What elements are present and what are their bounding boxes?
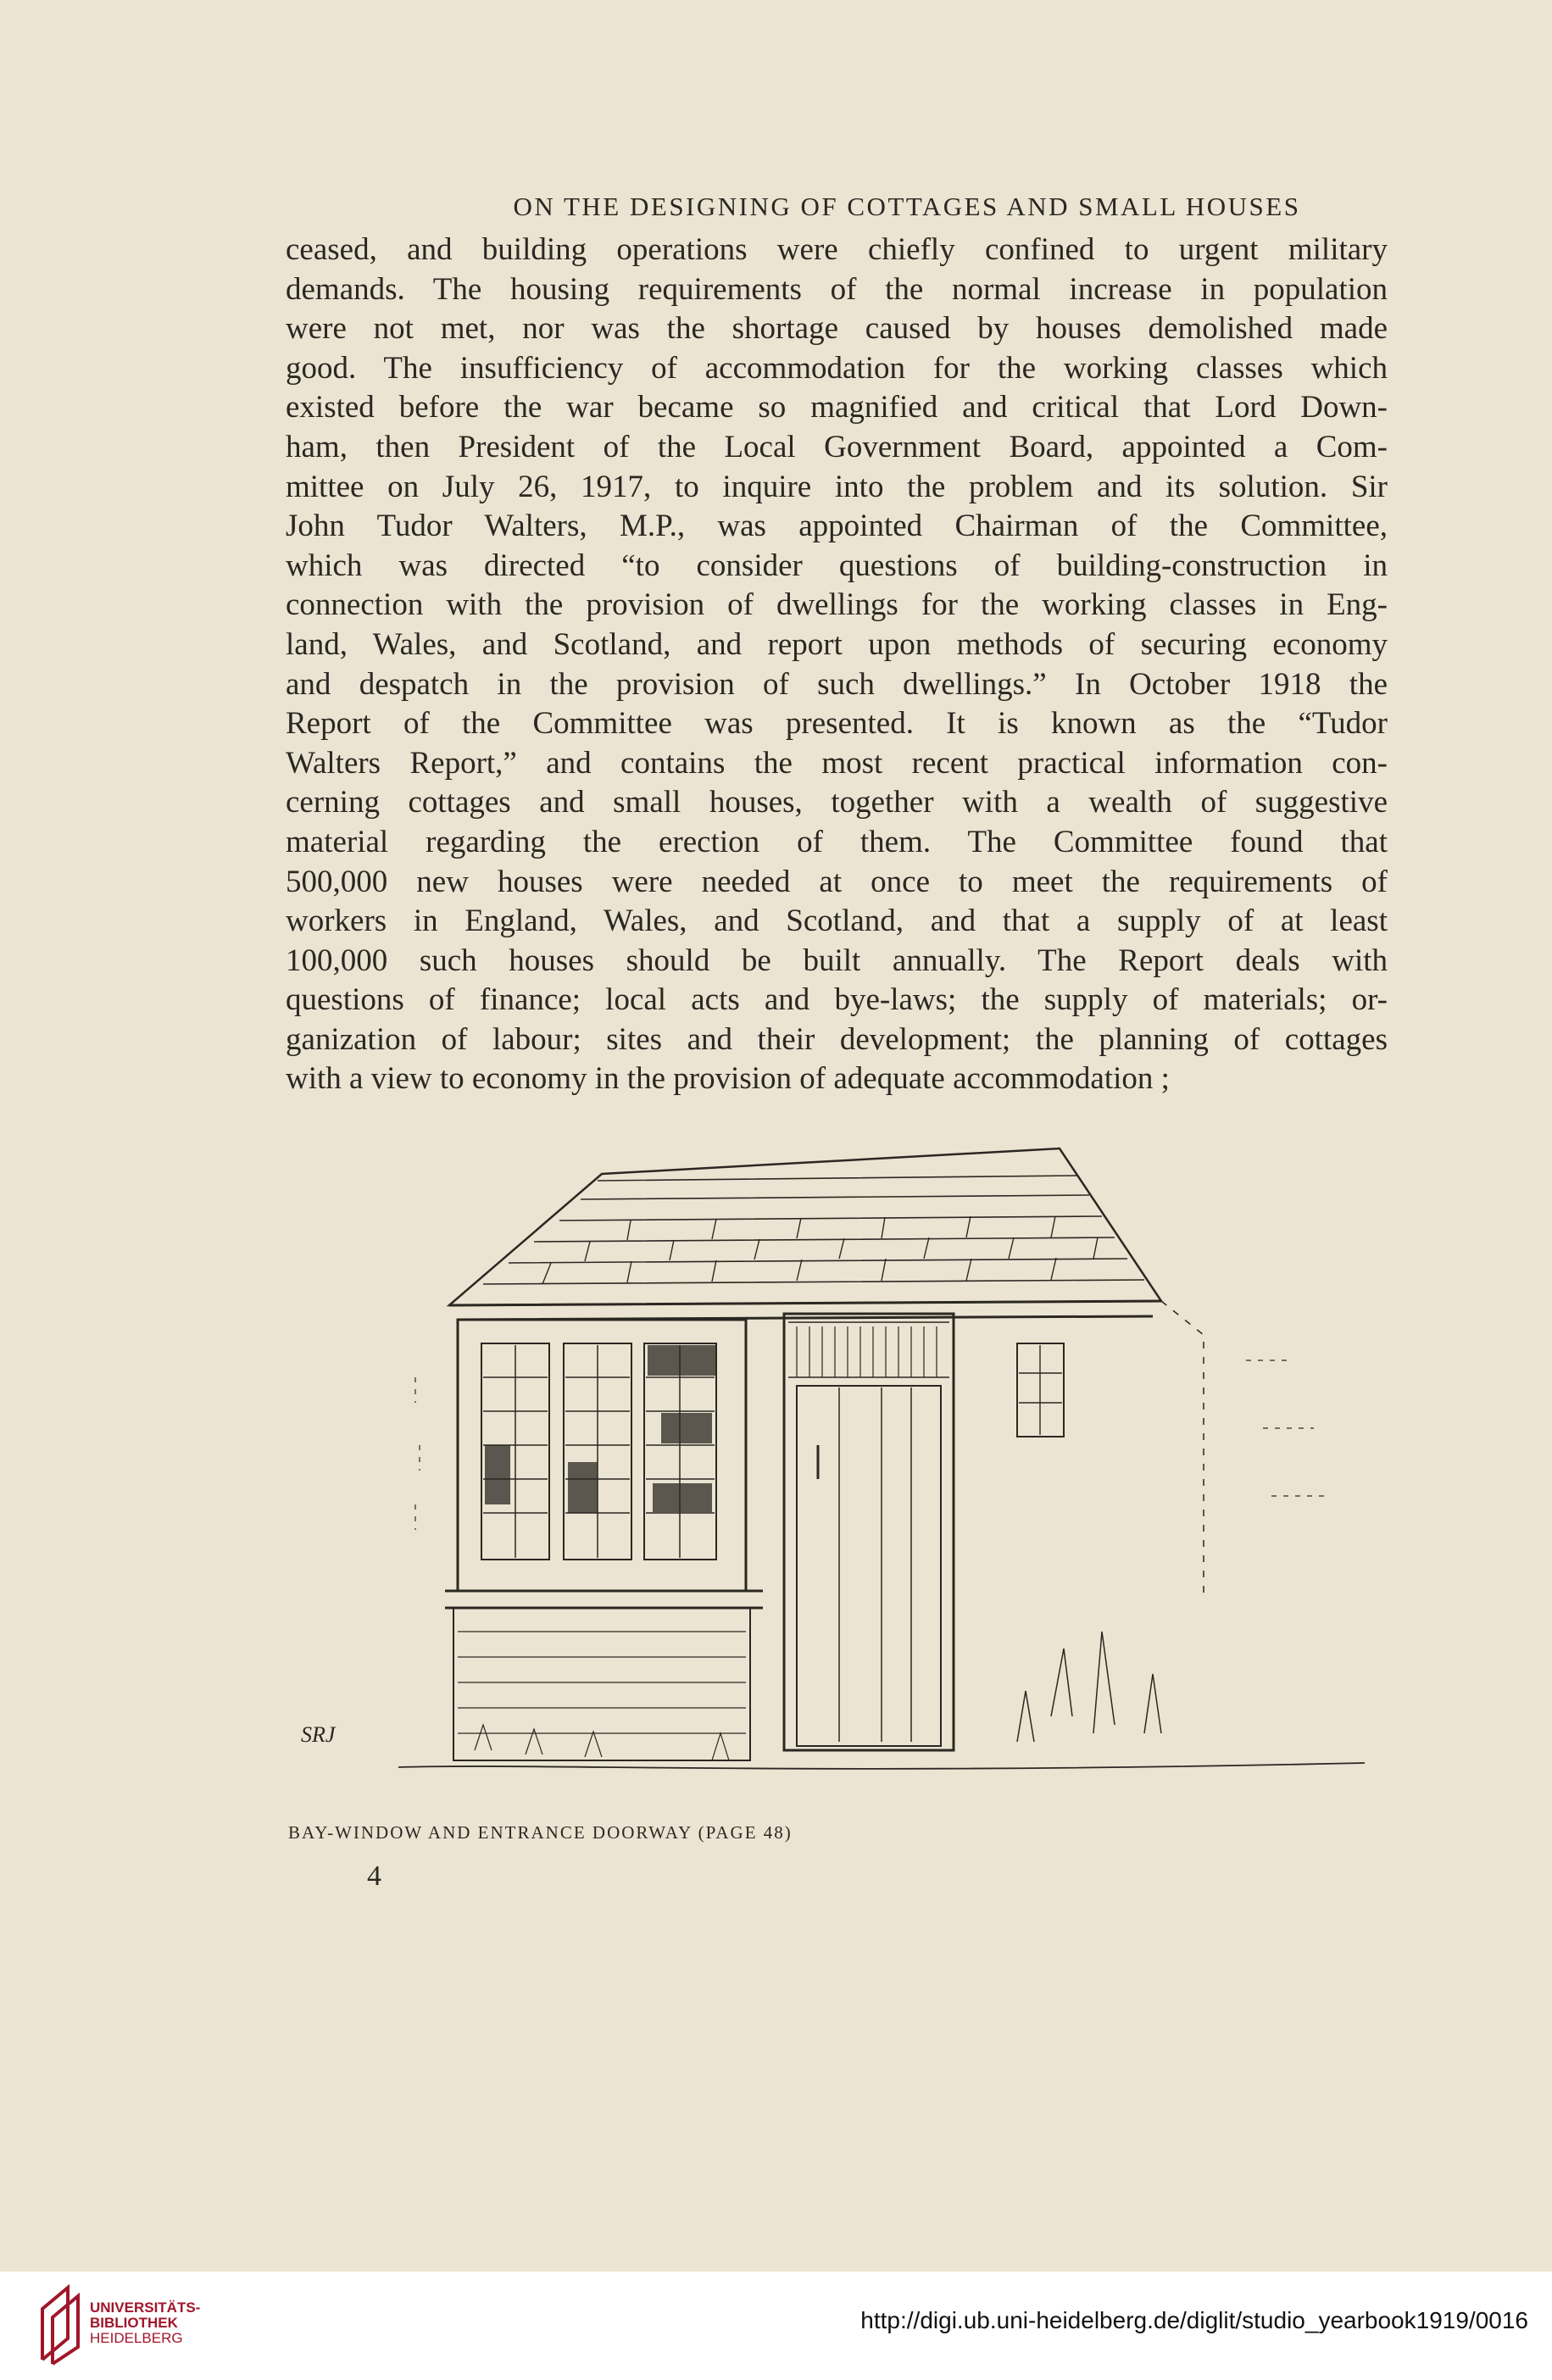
text-line: cerning cottages and small houses, together with a wealth of suggestive bbox=[286, 785, 1388, 820]
text-line: ganization of labour; sites and their development; the planning of cottages bbox=[286, 1021, 1388, 1057]
text-line: ceased, and building operations were chiefly confined to urgent military bbox=[286, 232, 1388, 267]
text-line: demands. The housing requirements of the normal increase in population bbox=[286, 271, 1388, 307]
page-number: 4 bbox=[367, 1860, 381, 1892]
library-name-line: HEIDELBERG bbox=[90, 2330, 183, 2346]
text-line: questions of finance; local acts and bye-laws; the supply of materials; or- bbox=[286, 982, 1388, 1018]
text-line: with a view to economy in the provision of adequate accommodation ; bbox=[286, 1061, 1170, 1097]
text-line: ham, then President of the Local Government Board, appointed a Com- bbox=[286, 429, 1388, 464]
text-line: and despatch in the provision of such dwellings.” In October 1918 the bbox=[286, 666, 1388, 702]
text-line: good. The insufficiency of accommodation for the working classes which bbox=[286, 350, 1388, 386]
text-line: John Tudor Walters, M.P., was appointed Chairman of the Committee, bbox=[286, 509, 1388, 544]
library-logo-icon bbox=[34, 2283, 85, 2368]
text-line: were not met, nor was the shortage caused by houses demolished made bbox=[286, 311, 1388, 347]
text-line: Report of the Committee was presented. It is known as the “Tudor bbox=[286, 706, 1388, 742]
text-line: Walters Report,” and contains the most recent practical information con- bbox=[286, 745, 1388, 781]
library-name-line: UNIVERSITÄTS- bbox=[90, 2299, 201, 2316]
text-line: workers in England, Wales, and Scotland, and that a supply of at least bbox=[286, 904, 1388, 939]
figure-caption: BAY-WINDOW AND ENTRANCE DOORWAY (PAGE 48) bbox=[288, 1822, 793, 1843]
text-line: connection with the provision of dwellings for the working classes in Eng- bbox=[286, 587, 1388, 623]
artist-signature: SRJ bbox=[301, 1722, 336, 1747]
text-line: 500,000 new houses were needed at once to meet the requirements of bbox=[286, 864, 1388, 899]
text-line: which was directed “to consider questions of building-construction in bbox=[286, 548, 1388, 583]
text-line: 100,000 such houses should be built annually. The Report deals with bbox=[286, 943, 1388, 978]
running-head: ON THE DESIGNING OF COTTAGES AND SMALL HOUSES bbox=[513, 192, 1301, 221]
text-line: existed before the war became so magnified and critical that Lord Down- bbox=[286, 390, 1388, 425]
cottage-sketch-illustration bbox=[288, 1123, 1390, 1801]
text-line: land, Wales, and Scotland, and report upon methods of securing economy bbox=[286, 626, 1388, 662]
library-name-line: BIBLIOTHEK bbox=[90, 2315, 178, 2331]
library-name bbox=[90, 2300, 200, 2346]
source-url-link[interactable]: http://digi.ub.uni-heidelberg.de/diglit/studio_yearbook1919/0016 bbox=[860, 2307, 1528, 2333]
text-line: mittee on July 26, 1917, to inquire into the problem and its solution. Sir bbox=[286, 469, 1388, 504]
body-text bbox=[286, 231, 1388, 1099]
text-line: material regarding the erection of them. The Committee found that bbox=[286, 824, 1388, 859]
